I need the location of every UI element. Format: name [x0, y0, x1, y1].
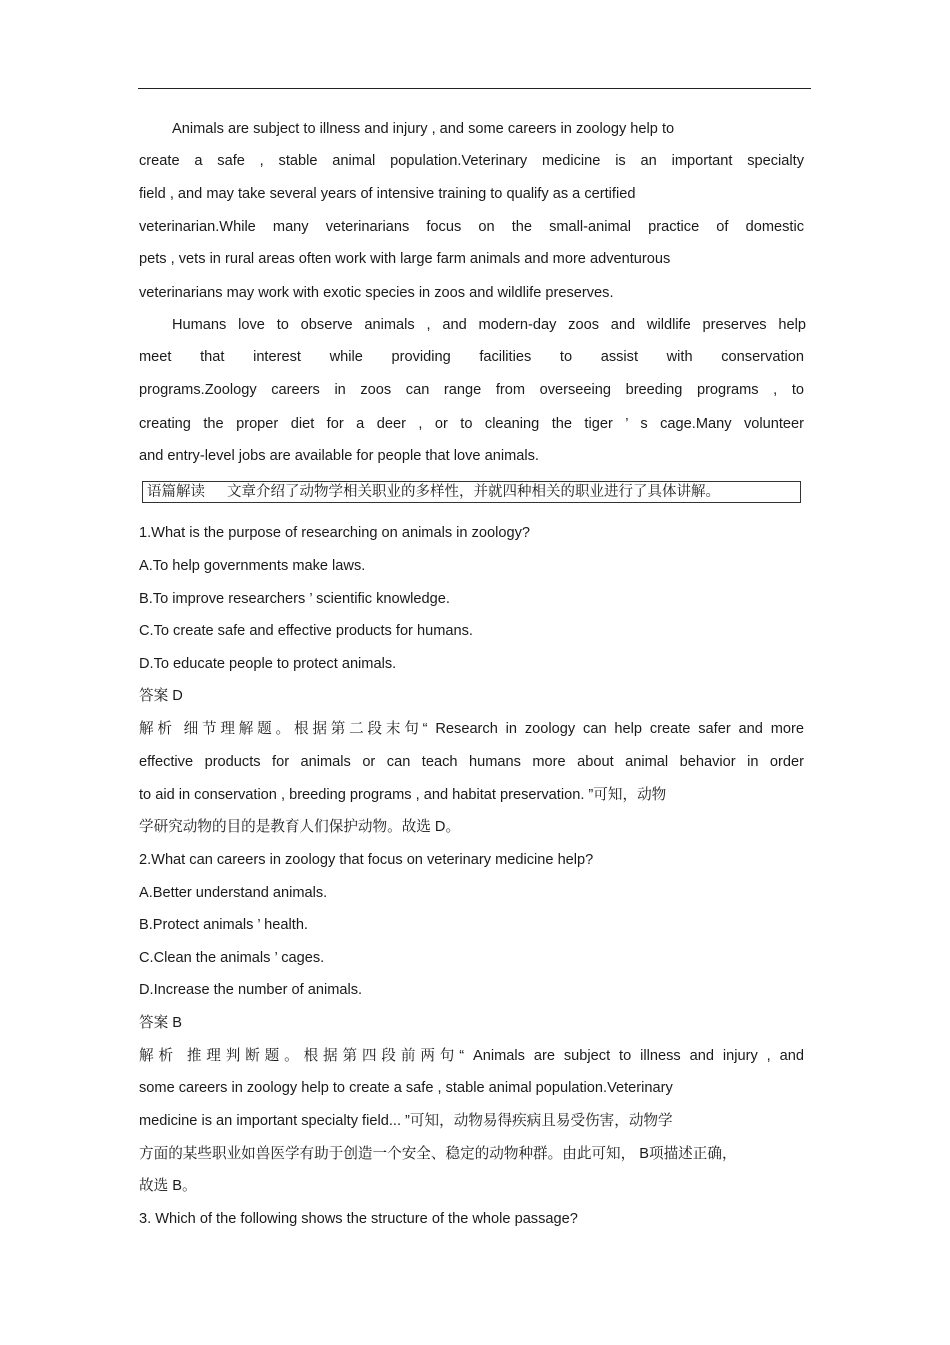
question-stem: 2.What can careers in zoology that focus on veterinary medicine help? — [139, 852, 594, 868]
analysis-line: 解析 推理判断题。根据第四段前两句“ Animals are subject to illness and injury , and — [139, 1048, 804, 1064]
analysis-line: 故选 B。 — [139, 1178, 197, 1194]
passage-line: programs.Zoology careers in zoos can range from overseeing breeding programs , to — [139, 382, 804, 398]
summary-box — [142, 481, 801, 503]
question-stem: 1.What is the purpose of researching on animals in zoology? — [139, 525, 531, 541]
analysis-line: 解析 细节理解题。根据第二段末句“ Research in zoology can help create safer and more — [139, 721, 804, 737]
analysis-line: to aid in conservation , breeding programs , and habitat preservation. ”可知，动物 — [139, 787, 667, 803]
passage-line: creating the proper diet for a deer , or to cleaning the tiger ’ s cage.Many volunteer — [139, 416, 804, 432]
passage-line: and entry-level jobs are available for people that love animals. — [139, 448, 539, 464]
question-option: B.To improve researchers ’ scientific knowledge. — [139, 591, 450, 607]
analysis-line: 学研究动物的目的是教育人们保护动物。故选 D。 — [139, 819, 461, 835]
passage-line: Animals are subject to illness and injury , and some careers in zoology help to — [172, 121, 675, 137]
passage-line: field , and may take several years of intensive training to qualify as a certified — [139, 186, 636, 202]
question-option: A.To help governments make laws. — [139, 558, 366, 574]
analysis-line: some careers in zoology help to create a safe , stable animal population.Veterinary — [139, 1080, 673, 1096]
question-option: D.Increase the number of animals. — [139, 982, 363, 998]
analysis-line: 方面的某些职业如兽医学有助于创造一个安全、稳定的动物种群。由此可知， B项描述正确， — [139, 1146, 737, 1162]
passage-line: veterinarians may work with exotic species in zoos and wildlife preserves. — [139, 285, 614, 301]
passage-line: Humans love to observe animals , and modern-day zoos and wildlife preserves help — [172, 317, 806, 333]
question-option: B.Protect animals ’ health. — [139, 917, 308, 933]
answer: 答案 D — [139, 688, 183, 704]
question-option: A.Better understand animals. — [139, 885, 328, 901]
analysis-line: medicine is an important specialty field... ”可知，动物易得疾病且易受伤害，动物学 — [139, 1113, 673, 1129]
question-option: C.To create safe and effective products for humans. — [139, 623, 473, 639]
question-option: D.To educate people to protect animals. — [139, 656, 397, 672]
passage-line: create a safe , stable animal population.Veterinary medicine is an important specialty — [139, 153, 804, 169]
summary-text: 文章介绍了动物学相关职业的多样性，并就四种相关的职业进行了具体讲解。 — [227, 484, 720, 500]
passage-line: veterinarian.While many veterinarians focus on the small-animal practice of domestic — [139, 219, 804, 235]
question-stem: 3. Which of the following shows the structure of the whole passage? — [139, 1211, 578, 1227]
answer: 答案 B — [139, 1015, 182, 1031]
question-option: C.Clean the animals ’ cages. — [139, 950, 325, 966]
passage-line: pets , vets in rural areas often work with large farm animals and more adventurous — [139, 251, 671, 267]
summary-label: 语篇解读 — [147, 484, 205, 500]
passage-line: meet that interest while providing facilities to assist with conservation — [139, 349, 804, 365]
analysis-line: effective products for animals or can teach humans more about animal behavior in order — [139, 754, 804, 770]
header-rule — [138, 88, 811, 89]
